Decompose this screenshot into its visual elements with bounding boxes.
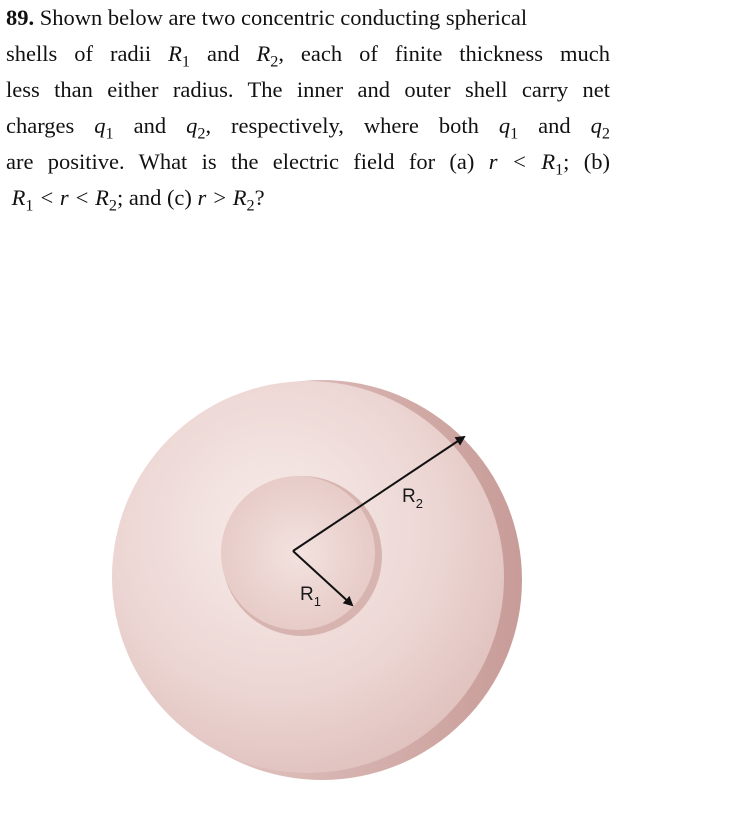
label-R2: $R_2$ xyxy=(402,486,423,511)
problem-line-5: are positive. What is the electric field for (a) $r < R_1$; (b) xyxy=(6,149,610,179)
inner-shell xyxy=(221,476,375,630)
problem-line-1: 89. Shown below are two concentric conducting spherical xyxy=(6,5,528,30)
label-R1: $R_1$ xyxy=(300,584,321,609)
shells-diagram xyxy=(0,240,740,816)
condition-b: $R_1 < r < R_2$ xyxy=(11,185,117,215)
condition-c: $r > R_2$ xyxy=(197,185,255,215)
problem-line-4: charges $q_1$ and $q_2$, respectively, where both $q_1$ and $q_2$ xyxy=(6,113,610,143)
problem-number: 89. xyxy=(6,5,35,30)
condition-a: $r < R_1$ xyxy=(488,149,564,179)
var-q2: $q_2$ xyxy=(186,113,206,143)
var-q2: $q_2$ xyxy=(590,113,610,143)
problem-line-2: shells of radii $R_1$ and $R_2$, each of finite thickness much xyxy=(6,41,610,71)
var-q1: $q_1$ xyxy=(498,113,519,143)
var-q1: $q_1$ xyxy=(94,113,114,143)
var-R2: $R_2$ xyxy=(256,41,279,71)
problem-line-3: less than either radius. The inner and outer shell carry net xyxy=(6,77,610,102)
problem-text xyxy=(6,2,610,218)
var-R1: $R_1$ xyxy=(168,41,191,71)
problem-line-6: $R_1 < r < R_2$; and (c) $r > R_2$? xyxy=(11,185,265,215)
concentric-shells-figure xyxy=(0,240,740,816)
